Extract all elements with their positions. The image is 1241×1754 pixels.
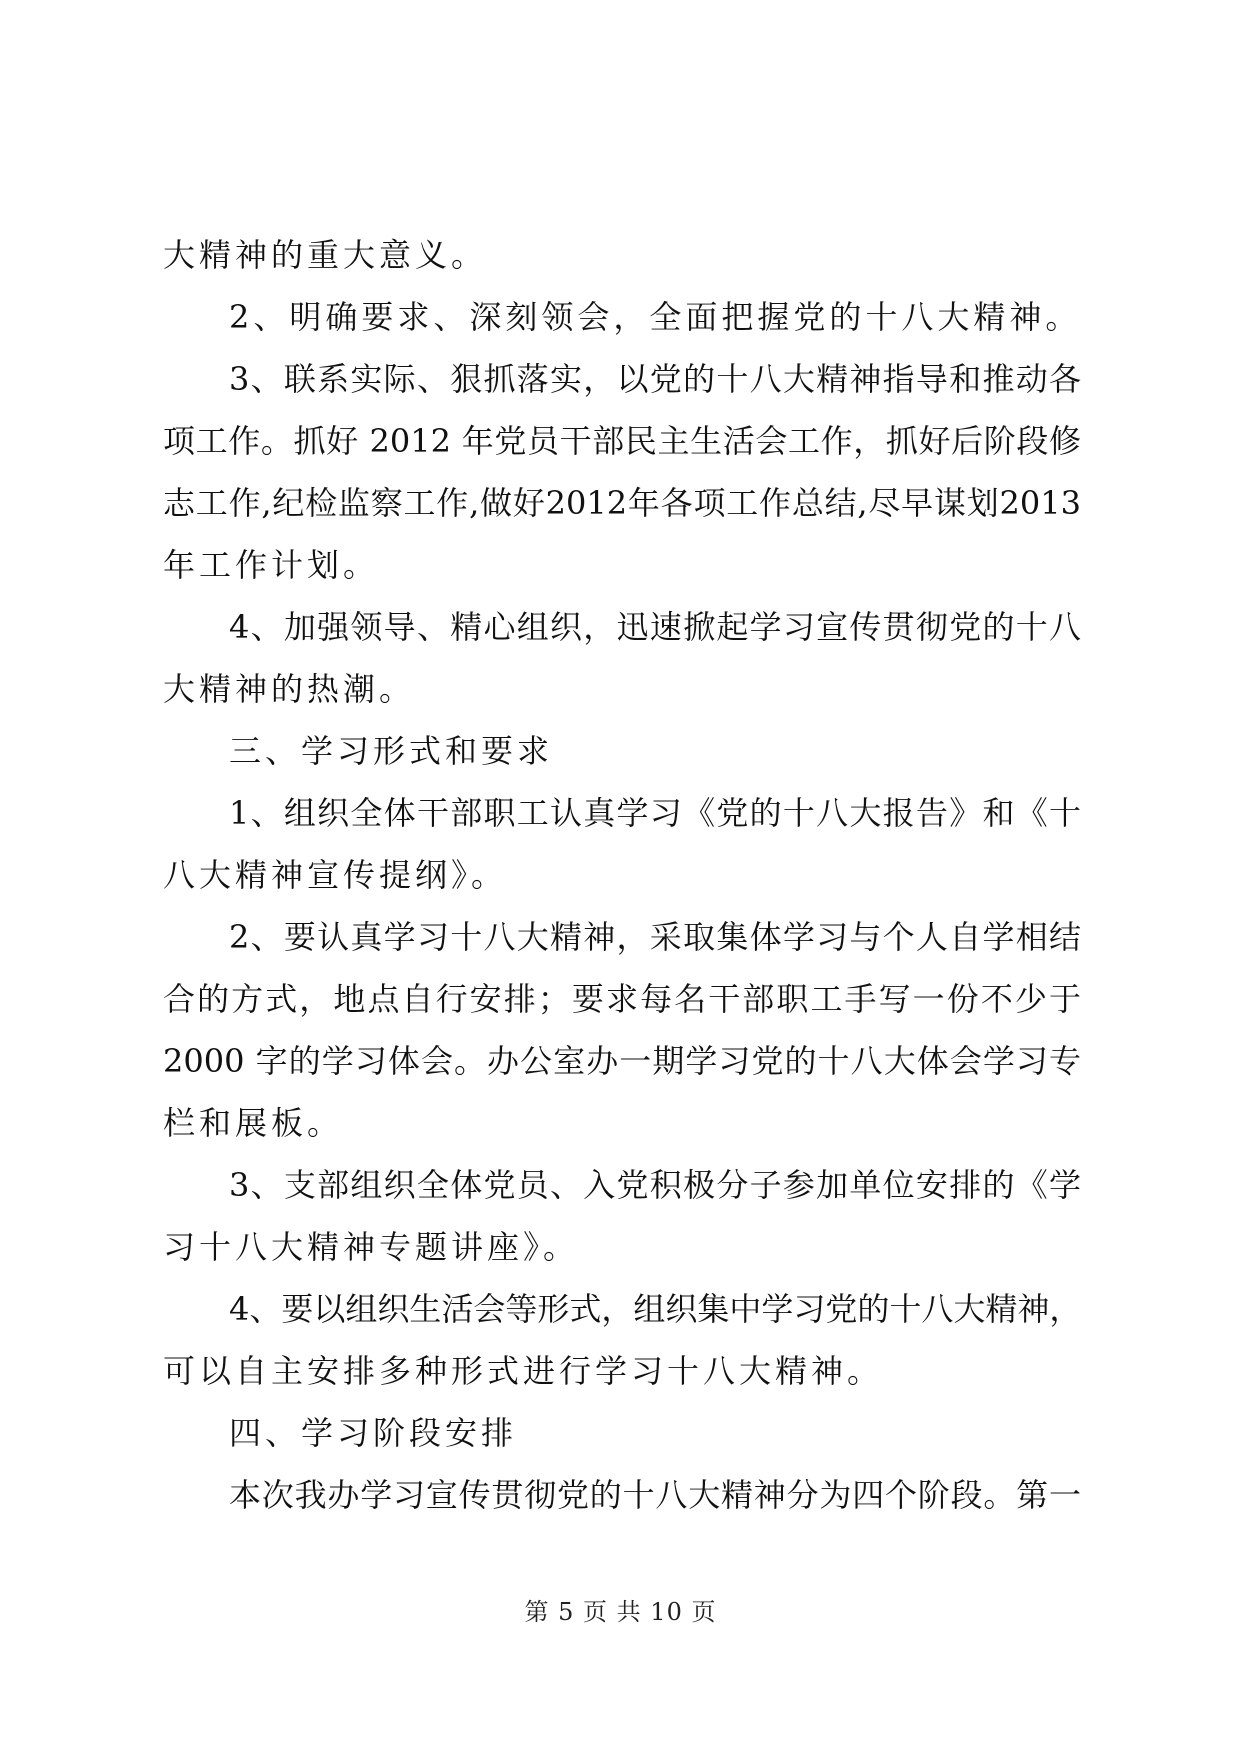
text-line: 本次我办学习宣传贯彻党的十八大精神分为四个阶段。第一 [229,1476,1081,1514]
text-line: 习十八大精神专题讲座》。 [163,1228,580,1266]
text-line: 合的方式，地点自行安排；要求每名干部职工手写一份不少于 [163,980,1081,1018]
text-line: 志工作,纪检监察工作,做好2012年各项工作总结,尽早谋划2013 [163,484,1081,522]
text-line: 八大精神宣传提纲》。 [163,856,508,894]
text-line: 年工作计划。 [163,546,380,584]
text-line: 项工作。抓好 2012 年党员干部民主生活会工作，抓好后阶段修 [163,422,1081,460]
text-line: 2、要认真学习十八大精神，采取集体学习与个人自学相结 [229,918,1081,956]
document-body [163,224,1081,1526]
text-line: 四、学习阶段安排 [229,1414,518,1452]
text-line: 2000 字的学习体会。办公室办一期学习党的十八大体会学习专 [163,1042,1081,1080]
text-line: 3、联系实际、狠抓落实，以党的十八大精神指导和推动各 [229,360,1081,398]
text-line: 3、支部组织全体党员、入党积极分子参加单位安排的《学 [229,1166,1081,1204]
text-line: 栏和展板。 [163,1104,344,1142]
text-line: 大精神的热潮。 [163,670,416,708]
text-line: 大精神的重大意义。 [163,236,488,274]
text-line: 4、要以组织生活会等形式，组织集中学习党的十八大精神， [229,1290,1082,1328]
text-line: 4、加强领导、精心组织，迅速掀起学习宣传贯彻党的十八 [229,608,1081,646]
text-line: 2、明确要求、深刻领会，全面把握党的十八大精神。 [229,298,1082,336]
text-line: 可以自主安排多种形式进行学习十八大精神。 [163,1352,884,1390]
page-footer: 第 5 页 共 10 页 [524,1598,717,1626]
text-line: 三、学习形式和要求 [229,732,554,770]
text-line: 1、组织全体干部职工认真学习《党的十八大报告》和《十 [229,794,1081,832]
